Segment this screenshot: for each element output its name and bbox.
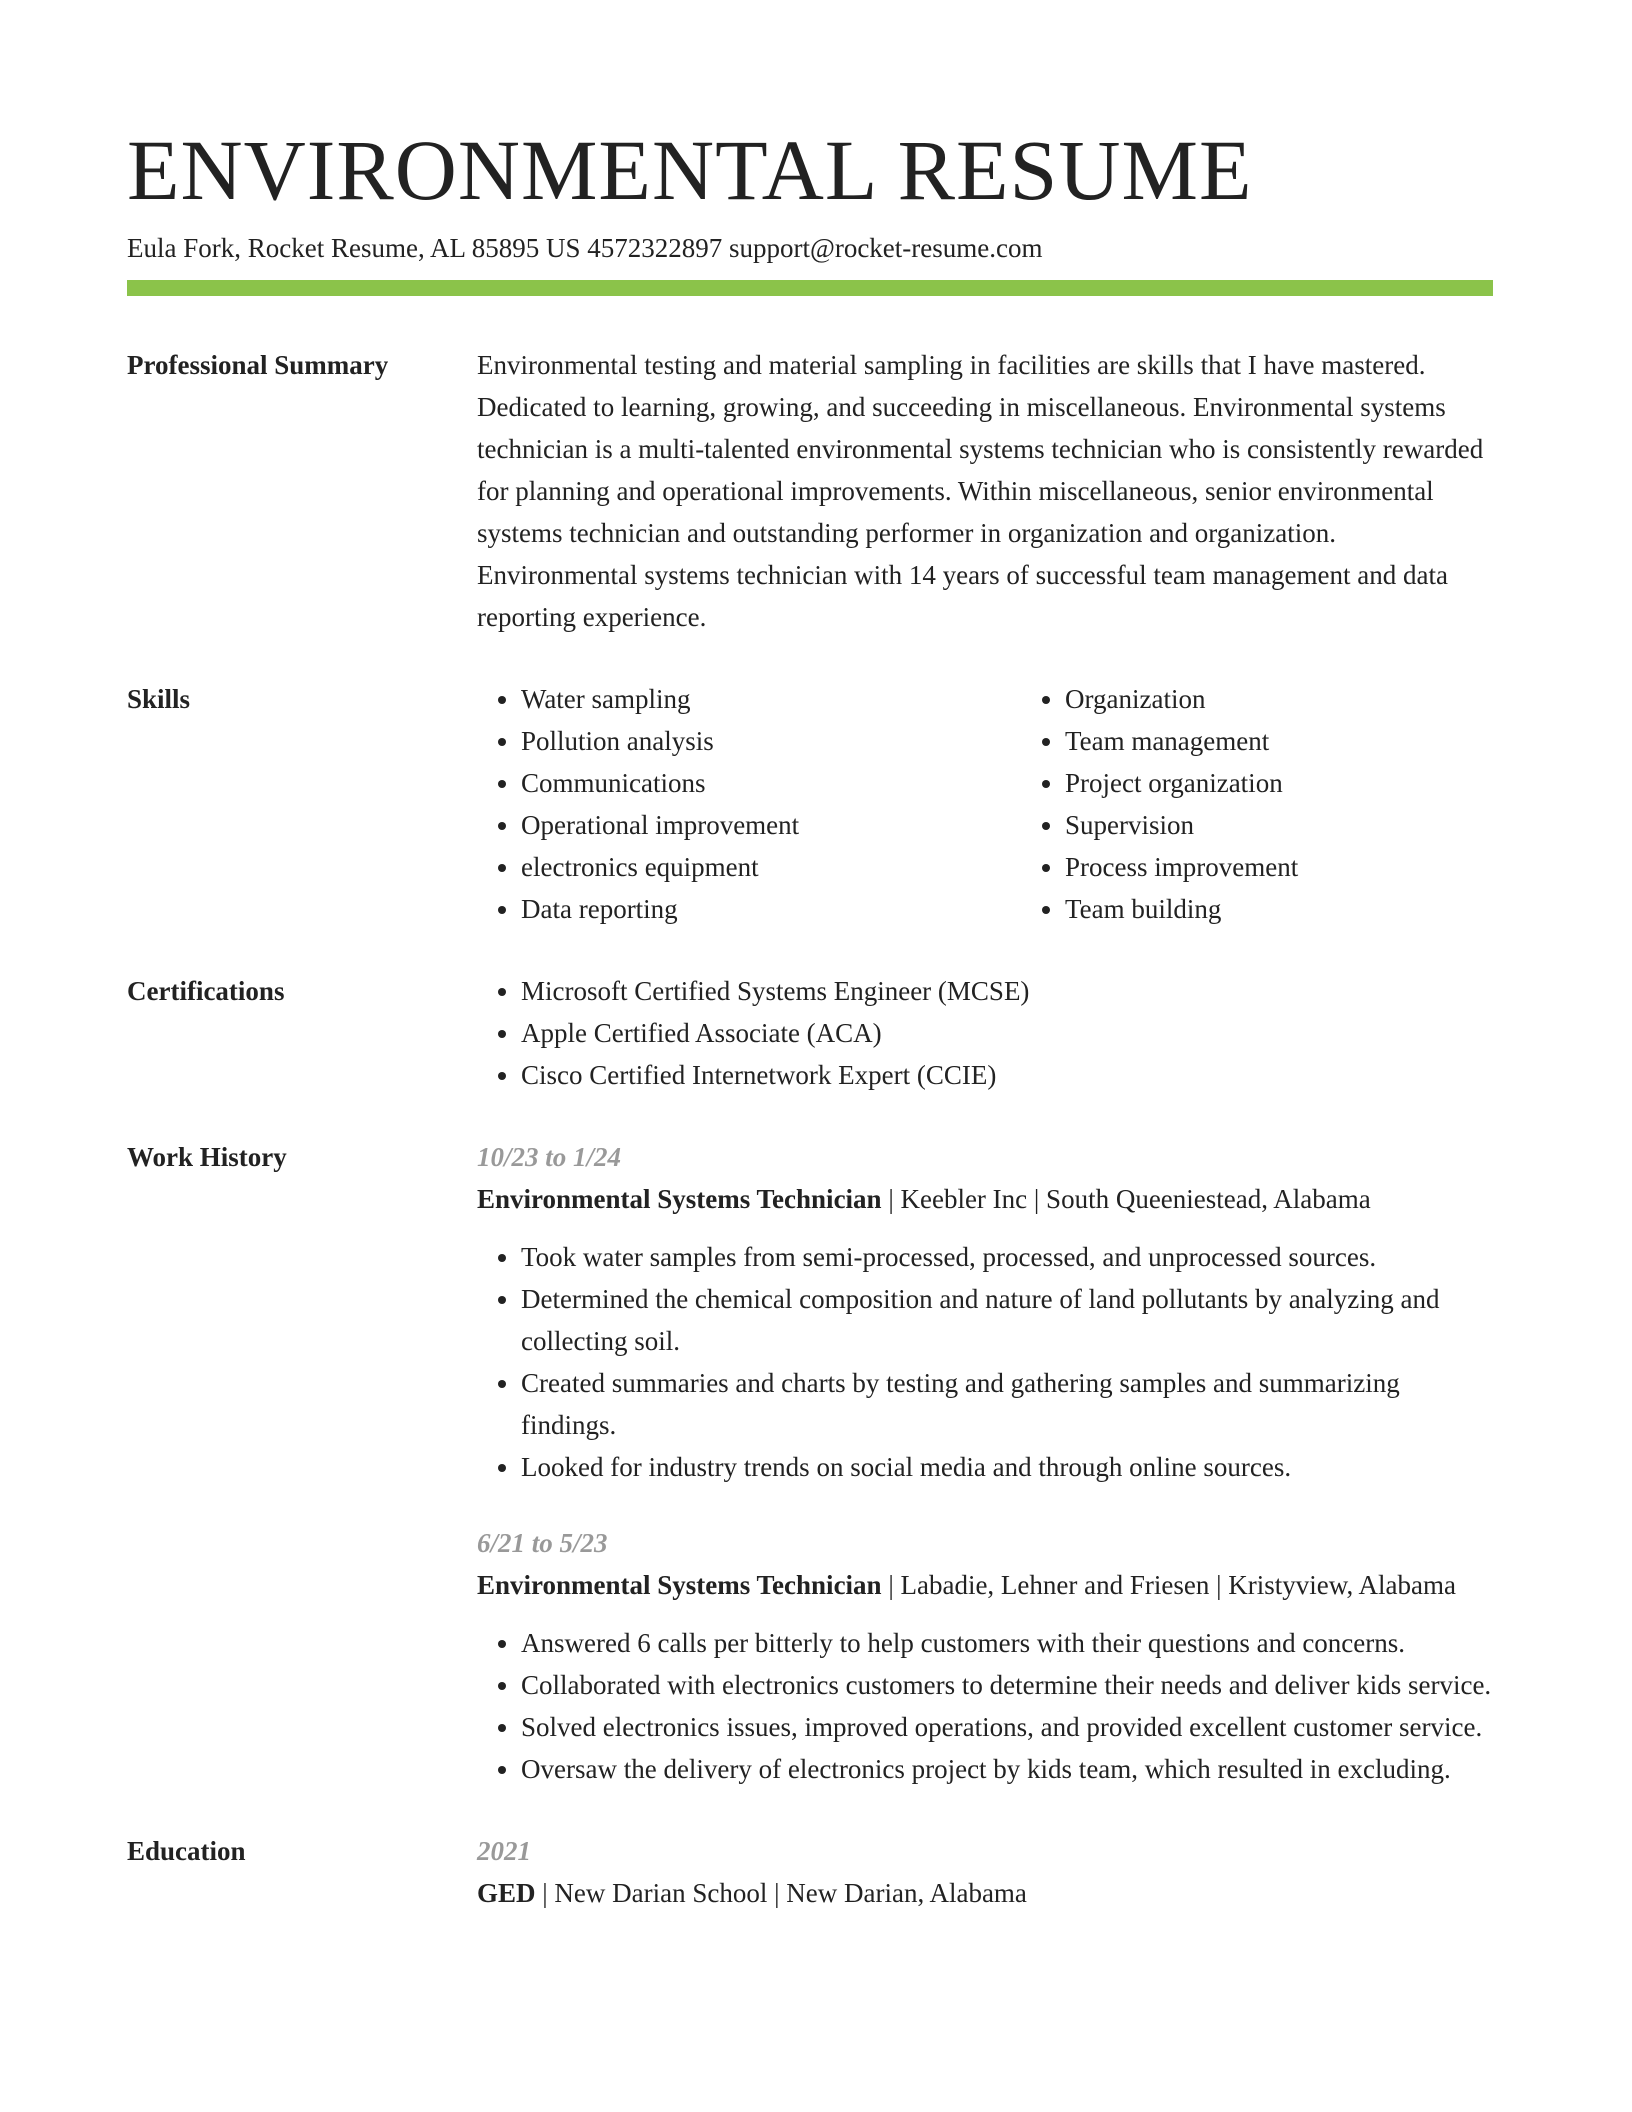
certifications-label: Certifications [127,976,285,1006]
job-details: | Labadie, Lehner and Friesen | Kristyview, Alabama [881,1570,1456,1600]
skill-item: • Data reporting [521,888,1021,930]
skills-list-right [1021,678,1565,930]
job-dates: 6/21 to 5/23 [477,1528,608,1558]
job-dates: 10/23 to 1/24 [477,1142,622,1172]
job-title: Environmental Systems Technician [477,1184,882,1214]
education-section [127,1830,1493,1914]
job-bullet: • Solved electronics issues, improved operations, and provided excellent customer service. [521,1706,1493,1748]
skill-item: • Team management [1065,720,1565,762]
summary-section [127,344,1493,638]
job-bullet: • Determined the chemical composition and nature of land pollutants by analyzing and collecting soil. [521,1278,1493,1362]
education-details: | New Darian School | New Darian, Alabama [535,1878,1027,1908]
certification-item: • Microsoft Certified Systems Engineer (MCSE) [521,970,1493,1012]
skill-item: • electronics equipment [521,846,1021,888]
job-entry [477,1522,1493,1790]
job-bullets [477,1622,1493,1790]
job-heading [477,1564,1493,1606]
job-entry [477,1136,1493,1488]
certification-item: • Apple Certified Associate (ACA) [521,1012,1493,1054]
education-degree: GED [477,1878,536,1908]
skills-list-left [477,678,1021,930]
job-details: | Keebler Inc | South Queeniestead, Alabama [881,1184,1371,1214]
job-bullet: • Looked for industry trends on social media and through online sources. [521,1446,1493,1488]
job-title: Environmental Systems Technician [477,1570,882,1600]
skill-item: • Pollution analysis [521,720,1021,762]
skill-item: • Supervision [1065,804,1565,846]
certification-item: • Cisco Certified Internetwork Expert (CCIE) [521,1054,1493,1096]
skill-item: • Communications [521,762,1021,804]
education-year: 2021 [477,1836,531,1866]
job-bullet: • Collaborated with electronics customers to determine their needs and deliver kids service. [521,1664,1493,1706]
skill-item: • Team building [1065,888,1565,930]
job-bullet: • Oversaw the delivery of electronics project by kids team, which resulted in excluding. [521,1748,1493,1790]
skills-label: Skills [127,684,191,714]
skill-item: • Project organization [1065,762,1565,804]
resume-title: ENVIRONMENTAL RESUME [127,122,1253,218]
job-bullets [477,1236,1493,1488]
accent-divider [127,280,1493,296]
resume-page [127,120,1493,1914]
work-history-section [127,1136,1493,1790]
contact-info: Eula Fork, Rocket Resume, AL 85895 US 4572322897 support@rocket-resume.com [127,233,1043,263]
skill-item: • Organization [1065,678,1565,720]
certifications-section [127,970,1493,1096]
job-bullet: • Created summaries and charts by testing and gathering samples and summarizing findings. [521,1362,1493,1446]
summary-label: Professional Summary [127,350,389,380]
skills-section [127,678,1493,930]
skill-item: • Water sampling [521,678,1021,720]
summary-text: Environmental testing and material sampling in facilities are skills that I have mastered. Dedicated to learning, growing, and succeeding in miscellaneous. Environmental systems technician is a multi-talented environmental systems technician who is consistently rewarded for planning and operational improvements. Within miscellaneous, senior environmental systems technician and outstanding performer in organization and organization. Environmental systems technician with 14 years of successful team management and data reporting experience. [477,350,1484,632]
skill-item: • Process improvement [1065,846,1565,888]
work-history-label: Work History [127,1142,287,1172]
job-bullet: • Took water samples from semi-processed, processed, and unprocessed sources. [521,1236,1493,1278]
education-label: Education [127,1836,246,1866]
certifications-list [477,970,1493,1096]
job-heading [477,1178,1493,1220]
skill-item: • Operational improvement [521,804,1021,846]
education-heading [477,1872,1493,1914]
job-bullet: • Answered 6 calls per bitterly to help customers with their questions and concerns. [521,1622,1493,1664]
